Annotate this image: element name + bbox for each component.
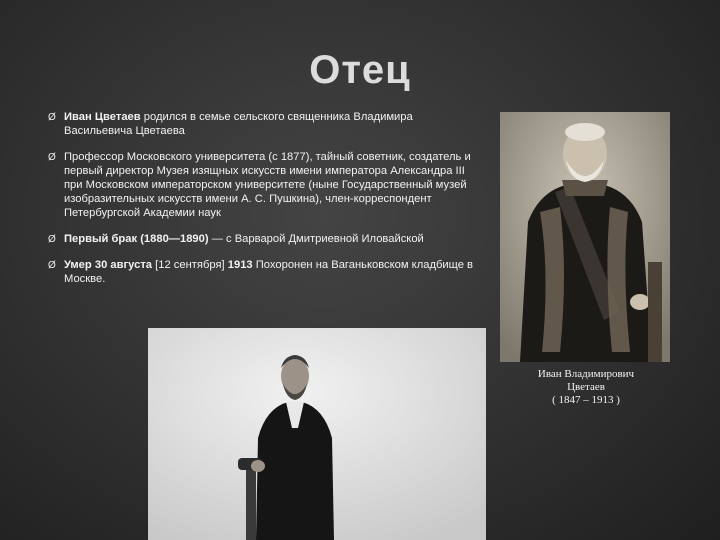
bullet-item-birth xyxy=(40,110,480,138)
bullet-item-professor xyxy=(40,150,480,220)
bullet-item-marriage xyxy=(40,232,480,246)
portrait-standing-image xyxy=(148,328,486,540)
caption-years: ( 1847 – 1913 ) xyxy=(552,394,620,406)
bullet-bold: Иван Цветаев xyxy=(64,111,141,123)
bullet-text: [12 сентября] xyxy=(152,259,228,271)
arrow-bullet-icon: Ø xyxy=(48,260,56,271)
portrait-uniform-image xyxy=(500,112,670,362)
bullet-item-death xyxy=(40,258,480,286)
arrow-bullet-icon: Ø xyxy=(48,234,56,245)
portrait-photo-standing xyxy=(148,328,486,540)
arrow-bullet-icon: Ø xyxy=(48,112,56,123)
slide-title: Отец xyxy=(309,48,411,92)
bullet-bold-year: 1913 xyxy=(227,259,253,271)
bullet-bold: Первый брак (1880—1890) xyxy=(64,233,209,245)
caption-name-first: Иван Владимирович xyxy=(537,368,635,380)
bullet-text: Профессор Московского университета (с 1877), тайный советник, создатель и первый директор Музея изящных искусств имени императора Александра III при Московском императорском университете (ныне Государственный музей изобразительных искусств имени А. С. Пушкина), член-корреспондент Петербургской Академии наук xyxy=(64,151,471,219)
caption-name-last: Цветаев xyxy=(567,381,605,393)
bullet-list xyxy=(40,110,480,298)
bullet-text-burial: Похоронен на Ваганьковском кладбище в Москве. xyxy=(64,259,473,285)
bullet-bold: Умер 30 августа xyxy=(64,259,153,271)
bullet-text: родился в семье сельского священника Владимира Васильевича Цветаева xyxy=(64,111,413,137)
arrow-bullet-icon: Ø xyxy=(48,152,56,163)
bullet-text: — с Варварой Дмитриевной Иловайской xyxy=(208,233,424,245)
portrait-caption xyxy=(506,368,666,407)
portrait-photo-uniform xyxy=(500,112,670,362)
